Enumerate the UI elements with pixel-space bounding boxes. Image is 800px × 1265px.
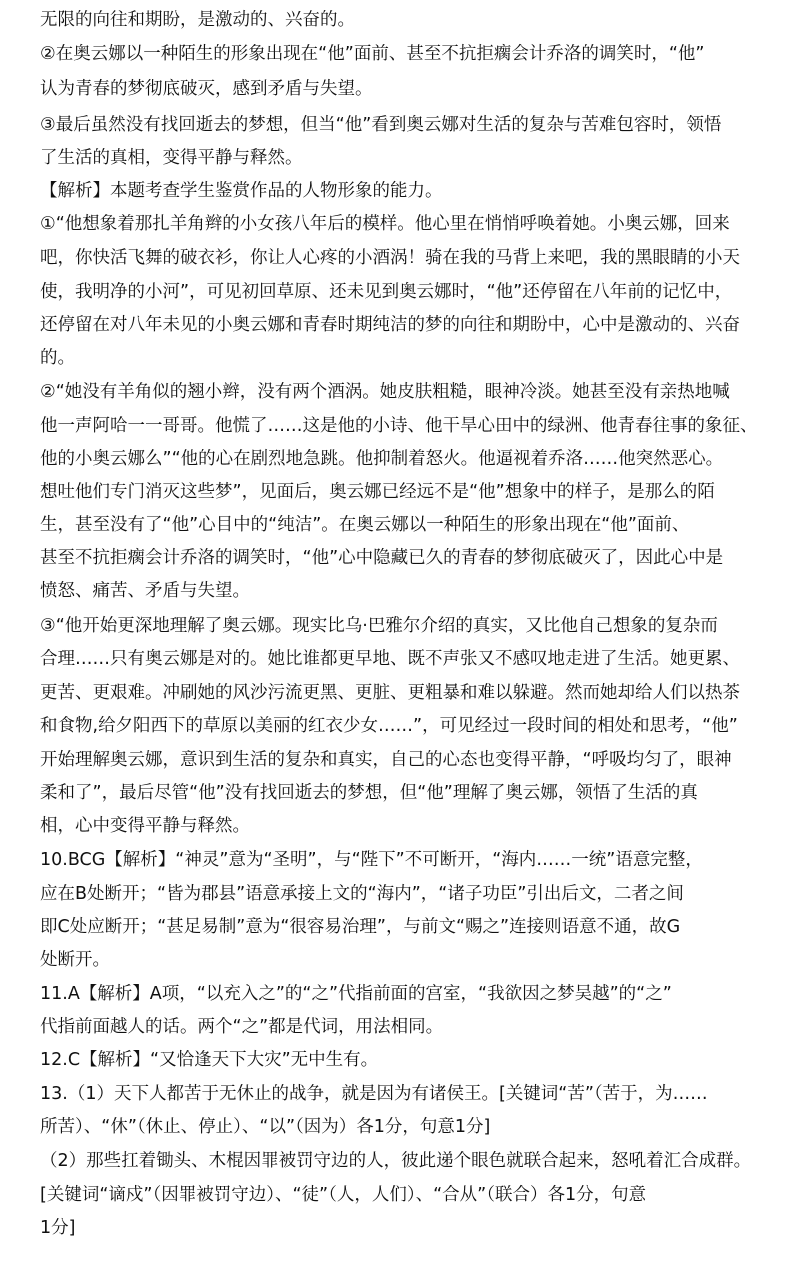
text-line: 生，甚至没有了“他”心目中的“纯洁”。在奥云娜以一种陌生的形象出现在“他”面前、 [40, 515, 690, 535]
text-line: 代指前面越人的话。两个“之”都是代词，用法相同。 [40, 1017, 444, 1037]
text-line: 愤怒、痛苦、矛盾与失望。 [40, 581, 250, 601]
text-line: 了生活的真相，变得平静与释然。 [40, 148, 303, 168]
text-line: 使，我明净的小河”，可见初回草原、还未见到奥云娜时，“他”还停留在八年前的记忆中， [40, 282, 733, 302]
text-line: ③最后虽然没有找回逝去的梦想，但当“他”看到奥云娜对生活的复杂与苦难包容时，领悟 [40, 115, 722, 135]
text-line: 处断开。 [40, 950, 110, 970]
text-line: 1分] [40, 1218, 76, 1238]
text-line: 甚至不抗拒瘸会计乔洛的调笑时，“他”心中隐藏已久的青春的梦彻底破灭了，因此心中是 [40, 548, 724, 568]
text-line: 还停留在对八年未见的小奥云娜和青春时期纯洁的梦的向往和期盼中，心中是激动的、兴奋 [40, 315, 740, 335]
text-line: 他的小奥云娜么”“他的心在剧烈地急跳。他抑制着怒火。他逼视着乔洛……他突然恶心。 [40, 449, 724, 469]
text-line: 吧，你快活飞舞的破衣衫，你让人心疼的小酒涡！骑在我的马背上来吧，我的黑眼睛的小天 [40, 248, 740, 268]
text-line: 11.A【解析】A项，“以充入之”的“之”代指前面的宫室，“我欲因之梦吴越”的“之” [40, 984, 672, 1004]
text-line: （2）那些扛着锄头、木棍因罪被罚守边的人，彼此递个眼色就联合起来，怒吼着汇合成群。 [40, 1151, 752, 1171]
text-line: 12.C【解析】“又恰逢天下大灾”无中生有。 [40, 1050, 379, 1070]
text-line: 和食物,给夕阳西下的草原以美丽的红衣少女……”，可见经过一段时间的相处和思考，“他” [40, 716, 738, 736]
text-line: 相，心中变得平静与释然。 [40, 816, 250, 836]
text-line: 10.BCG【解析】“神灵”意为“圣明”，与“陛下”不可断开，“海内……一统”语意完整， [40, 850, 703, 870]
text-line: 无限的向往和期盼，是激动的、兴奋的。 [40, 10, 355, 30]
text-line: 开始理解奥云娜，意识到生活的复杂和真实，自己的心态也变得平静，“呼吸均匀了，眼神 [40, 750, 732, 770]
text-line: 更苦、更艰难。冲刷她的风沙污流更黑、更脏、更粗暴和难以躲避。然而她却给人们以热茶 [40, 683, 740, 703]
text-line: 合理……只有奥云娜是对的。她比谁都更早地、既不声张又不感叹地走进了生活。她更累、 [40, 649, 740, 669]
text-line: 即C处应断开；“甚足易制”意为“很容易治理”，与前文“赐之”连接则语意不通，故G [40, 917, 681, 937]
text-line: ③“他开始更深地理解了奥云娜。现实比乌·巴雅尔介绍的真实，又比他自己想象的复杂而 [40, 616, 718, 636]
text-line: ②在奥云娜以一种陌生的形象出现在“他”面前、甚至不抗拒瘸会计乔洛的调笑时，“他” [40, 44, 705, 64]
text-line: [关键词“谪戍”（因罪被罚守边）、“徒”（人，人们）、“合从”（联合）各1分，句意 [40, 1185, 647, 1205]
text-line: 13.（1）天下人都苦于无休止的战争，就是因为有诸侯王。[关键词“苦”（苦于，为…… [40, 1084, 708, 1104]
text-line: 应在B处断开；“皆为郡县”语意承接上文的“海内”，“诸子功臣”引出后文，二者之间 [40, 884, 684, 904]
text-line: 柔和了”，最后尽管“他”没有找回逝去的梦想，但“他”理解了奥云娜，领悟了生活的真 [40, 783, 698, 803]
text-line: 想吐他们专门消灭这些梦”，见面后，奥云娜已经远不是“他”想象中的样子，是那么的陌 [40, 482, 715, 502]
text-line: 【解析】本题考查学生鉴赏作品的人物形象的能力。 [40, 181, 443, 201]
text-line: 认为青春的梦彻底破灭，感到矛盾与失望。 [40, 79, 373, 99]
text-line: 他一声阿哈一一哥哥。他慌了……这是他的小诗、他干旱心田中的绿洲、他青春往事的象征、 [40, 416, 758, 436]
text-line: ①“他想象着那扎羊角辫的小女孩八年后的模样。他心里在悄悄呼唤着她。小奥云娜，回来 [40, 214, 730, 234]
text-line: 所苦）、“休”（休止、停止）、“以”（因为）各1分，句意1分] [40, 1117, 491, 1137]
text-line: ②“她没有羊角似的翘小辫，没有两个酒涡。她皮肤粗糙，眼神冷淡。她甚至没有亲热地喊 [40, 382, 730, 402]
text-line: 的。 [40, 348, 75, 368]
